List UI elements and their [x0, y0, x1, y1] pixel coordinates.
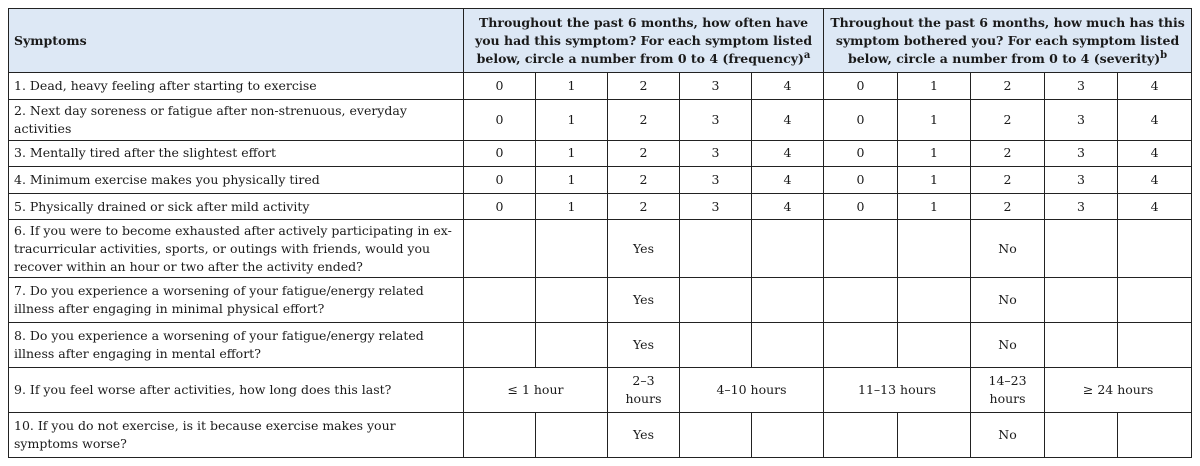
severity-option[interactable] [824, 322, 898, 367]
table-row [9, 220, 1192, 277]
duration-option[interactable]: ≤ 1 hour [464, 367, 608, 412]
severity-option[interactable] [1118, 412, 1192, 457]
frequency-option[interactable]: 4 [752, 193, 824, 220]
severity-option[interactable]: 2 [971, 73, 1045, 100]
frequency-header [464, 9, 824, 73]
symptom-label: 4. Minimum exercise makes you physically tired [9, 167, 464, 194]
frequency-option[interactable] [752, 220, 824, 277]
severity-option[interactable]: 0 [824, 167, 898, 194]
severity-option[interactable]: 4 [1118, 73, 1192, 100]
severity-option[interactable]: 0 [824, 73, 898, 100]
symptom-label: 10. If you do not exercise, is it because exercise makes your symptoms worse? [9, 412, 464, 457]
frequency-option[interactable]: 3 [680, 193, 752, 220]
severity-option[interactable]: No [971, 322, 1045, 367]
severity-option[interactable] [1118, 277, 1192, 322]
frequency-option[interactable] [752, 277, 824, 322]
frequency-option[interactable] [680, 220, 752, 277]
severity-option[interactable]: 2 [971, 99, 1045, 140]
frequency-option[interactable]: Yes [608, 412, 680, 457]
frequency-option[interactable]: 0 [464, 193, 536, 220]
severity-option[interactable]: 3 [1045, 167, 1118, 194]
frequency-option[interactable]: 1 [536, 99, 608, 140]
severity-header-text: Throughout the past 6 months, how much has this symptom bothered you? For each symptom listed below, circle a number from 0 to 4 (severity) [830, 14, 1185, 66]
frequency-option[interactable]: 0 [464, 140, 536, 167]
symptom-label: 1. Dead, heavy feeling after starting to exercise [9, 73, 464, 100]
symptom-label: 2. Next day soreness or fatigue after non-strenuous, everyday activities [9, 99, 464, 140]
frequency-option[interactable]: Yes [608, 277, 680, 322]
frequency-option[interactable]: 2 [608, 99, 680, 140]
frequency-option[interactable] [752, 322, 824, 367]
severity-option[interactable]: No [971, 220, 1045, 277]
frequency-option[interactable] [464, 277, 536, 322]
duration-option[interactable]: 11–13 hours [824, 367, 971, 412]
frequency-option[interactable]: 4 [752, 73, 824, 100]
severity-option[interactable]: 1 [898, 73, 971, 100]
symptoms-header: Symptoms [9, 9, 464, 73]
severity-option[interactable]: 3 [1045, 73, 1118, 100]
duration-option[interactable]: 2–3 hours [608, 367, 680, 412]
frequency-option[interactable]: Yes [608, 322, 680, 367]
severity-option[interactable] [824, 277, 898, 322]
severity-header [824, 9, 1192, 73]
table-row [9, 322, 1192, 367]
frequency-option[interactable]: 3 [680, 167, 752, 194]
frequency-option[interactable] [536, 277, 608, 322]
severity-option[interactable] [1118, 322, 1192, 367]
severity-option[interactable]: 1 [898, 99, 971, 140]
header-row [9, 9, 1192, 73]
symptom-label: 8. Do you experience a worsening of your fatigue/energy related illness after engaging in mental effort? [9, 322, 464, 367]
frequency-option[interactable] [464, 322, 536, 367]
severity-option[interactable]: 2 [971, 140, 1045, 167]
table-row [9, 167, 1192, 194]
severity-option[interactable] [898, 220, 971, 277]
frequency-option[interactable]: 4 [752, 167, 824, 194]
table-row [9, 412, 1192, 457]
frequency-option[interactable] [464, 412, 536, 457]
frequency-option[interactable]: 0 [464, 99, 536, 140]
symptom-label: 5. Physically drained or sick after mild activity [9, 193, 464, 220]
symptom-label: 9. If you feel worse after activities, how long does this last? [9, 367, 464, 412]
severity-option[interactable]: 3 [1045, 99, 1118, 140]
frequency-option[interactable]: 0 [464, 167, 536, 194]
frequency-option[interactable]: 2 [608, 193, 680, 220]
severity-option[interactable]: No [971, 412, 1045, 457]
duration-option[interactable]: 4–10 hours [680, 367, 824, 412]
frequency-option[interactable] [680, 277, 752, 322]
severity-option[interactable]: No [971, 277, 1045, 322]
table-row [9, 140, 1192, 167]
frequency-option[interactable]: 2 [608, 167, 680, 194]
frequency-option[interactable]: 4 [752, 99, 824, 140]
questionnaire-table [8, 8, 1192, 458]
severity-option[interactable] [1045, 322, 1118, 367]
duration-option[interactable]: ≥ 24 hours [1045, 367, 1192, 412]
severity-option[interactable]: 4 [1118, 193, 1192, 220]
frequency-option[interactable]: 1 [536, 73, 608, 100]
frequency-option[interactable]: 3 [680, 140, 752, 167]
severity-option[interactable] [1045, 412, 1118, 457]
table-row [9, 367, 1192, 412]
frequency-option[interactable] [536, 412, 608, 457]
symptom-label: 7. Do you experience a worsening of your fatigue/energy related illness after engaging in minimal physical effort? [9, 277, 464, 322]
severity-option[interactable]: 4 [1118, 99, 1192, 140]
frequency-option[interactable]: Yes [608, 220, 680, 277]
table-row [9, 193, 1192, 220]
table-row [9, 73, 1192, 100]
severity-option[interactable]: 0 [824, 140, 898, 167]
table-row [9, 277, 1192, 322]
frequency-option[interactable] [536, 220, 608, 277]
frequency-option[interactable]: 2 [608, 140, 680, 167]
frequency-header-text: Throughout the past 6 months, how often have you had this symptom? For each symptom listed below, circle a number from 0 to 4 (frequency) [474, 14, 813, 66]
severity-option[interactable]: 2 [971, 167, 1045, 194]
severity-option[interactable] [898, 277, 971, 322]
severity-option[interactable]: 4 [1118, 140, 1192, 167]
frequency-option[interactable] [680, 322, 752, 367]
severity-option[interactable]: 2 [971, 193, 1045, 220]
severity-option[interactable] [824, 220, 898, 277]
severity-option[interactable]: 3 [1045, 193, 1118, 220]
severity-option[interactable] [824, 412, 898, 457]
symptom-label: 3. Mentally tired after the slightest effort [9, 140, 464, 167]
frequency-option[interactable]: 2 [608, 73, 680, 100]
frequency-option[interactable]: 0 [464, 73, 536, 100]
severity-option[interactable]: 1 [898, 140, 971, 167]
severity-option[interactable] [1045, 220, 1118, 277]
severity-option[interactable]: 3 [1045, 140, 1118, 167]
severity-option[interactable] [898, 322, 971, 367]
frequency-option[interactable] [464, 220, 536, 277]
frequency-option[interactable]: 1 [536, 140, 608, 167]
severity-option[interactable]: 1 [898, 167, 971, 194]
frequency-footnote-marker: a [803, 49, 811, 61]
frequency-option[interactable] [680, 412, 752, 457]
duration-option[interactable]: 14–23 hours [971, 367, 1045, 412]
severity-option[interactable]: 1 [898, 193, 971, 220]
severity-option[interactable] [1045, 277, 1118, 322]
symptom-label: 6. If you were to become exhausted after actively participating in ex-tracurricular activities, sports, or outings with friends, would you recover within an hour or two after the activity ended? [9, 220, 464, 277]
severity-option[interactable] [1118, 220, 1192, 277]
frequency-option[interactable] [536, 322, 608, 367]
frequency-option[interactable]: 1 [536, 167, 608, 194]
frequency-option[interactable]: 4 [752, 140, 824, 167]
frequency-option[interactable] [752, 412, 824, 457]
severity-option[interactable]: 0 [824, 193, 898, 220]
frequency-option[interactable]: 3 [680, 73, 752, 100]
severity-option[interactable]: 4 [1118, 167, 1192, 194]
severity-option[interactable]: 0 [824, 99, 898, 140]
severity-footnote-marker: b [1160, 49, 1168, 61]
severity-option[interactable] [898, 412, 971, 457]
table-row [9, 99, 1192, 140]
frequency-option[interactable]: 3 [680, 99, 752, 140]
frequency-option[interactable]: 1 [536, 193, 608, 220]
